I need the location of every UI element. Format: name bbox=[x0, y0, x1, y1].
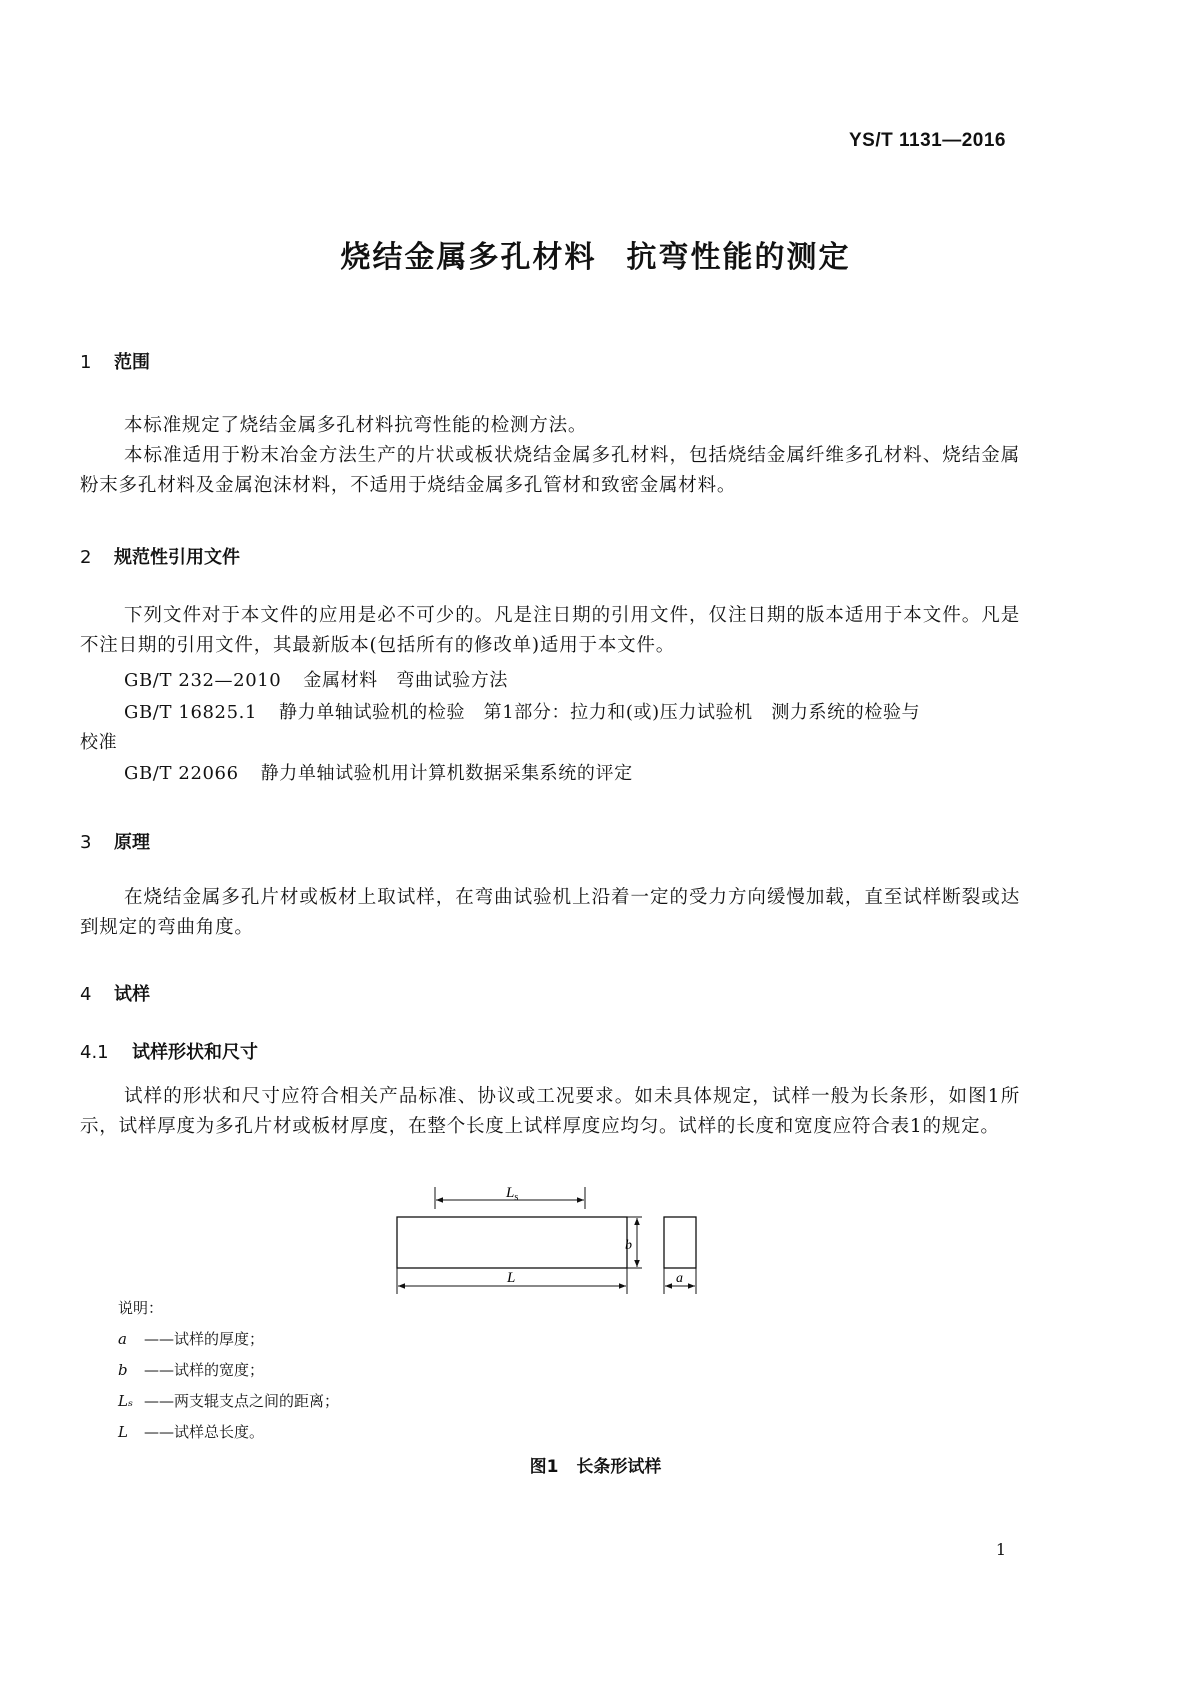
document-title bbox=[0, 232, 1191, 276]
legend-description: ——试样的宽度； bbox=[144, 1361, 265, 1379]
figure-caption bbox=[0, 1452, 1191, 1477]
legend-symbol: L bbox=[118, 1423, 128, 1441]
legend-symbol: Lₛ bbox=[118, 1392, 134, 1410]
legend-item bbox=[118, 1355, 339, 1386]
figure-caption-title: 长条形试样 bbox=[576, 1457, 662, 1477]
section-title: 原理 bbox=[114, 832, 150, 853]
subsection-number: 4.1 bbox=[80, 1042, 109, 1063]
legend-item bbox=[118, 1324, 339, 1355]
specimen-cross-section bbox=[664, 1217, 696, 1268]
standard-code: YS/T 1131—2016 bbox=[849, 130, 1006, 151]
section-title: 规范性引用文件 bbox=[114, 547, 240, 568]
section-4-heading bbox=[80, 980, 150, 1006]
section-number: 4 bbox=[80, 984, 92, 1005]
legend-title: 说明： bbox=[118, 1299, 164, 1317]
title-part-2: 抗弯性能的测定 bbox=[626, 240, 851, 275]
page-number: 1 bbox=[995, 1540, 1006, 1559]
legend-symbol: a bbox=[118, 1330, 127, 1348]
section-3-paragraph-1: 在烧结金属多孔片材或板材上取试样，在弯曲试验机上沿着一定的受力方向缓慢加载，直至试样断裂或达到规定的弯曲角度。 bbox=[80, 887, 1020, 938]
legend-symbol: b bbox=[118, 1361, 128, 1379]
reference-code: GB/T 16825.1 bbox=[124, 702, 258, 723]
reference-title: 静力单轴试验机用计算机数据采集系统的评定 bbox=[260, 763, 633, 784]
section-title: 范围 bbox=[114, 352, 150, 373]
figure-1 bbox=[390, 1187, 710, 1301]
section-number: 3 bbox=[80, 832, 92, 853]
specimen-long-view bbox=[397, 1217, 627, 1268]
reference-item bbox=[124, 666, 508, 692]
reference-title: 静力单轴试验机的检验 第1部分：拉力和(或)压力试验机 测力系统的检验与 bbox=[279, 702, 921, 723]
section-1-heading bbox=[80, 348, 150, 374]
subsection-4-1-heading bbox=[80, 1038, 258, 1064]
section-3-heading bbox=[80, 828, 150, 854]
reference-title: 金属材料 弯曲试验方法 bbox=[303, 670, 508, 691]
ls-label: $L_s$ bbox=[506, 1187, 519, 1203]
reference-item bbox=[124, 759, 633, 785]
reference-code: GB/T 22066 bbox=[124, 763, 239, 784]
section-number: 1 bbox=[80, 352, 92, 373]
legend-description: ——两支辊支点之间的距离； bbox=[144, 1392, 340, 1410]
figure-caption-number: 图1 bbox=[529, 1457, 559, 1477]
section-1-paragraph-2: 本标准适用于粉末冶金方法生产的片状或板状烧结金属多孔材料，包括烧结金属纤维多孔材料、烧结金属粉末多孔材料及金属泡沫材料，不适用于烧结金属多孔管材和致密金属材料。 bbox=[80, 445, 1020, 496]
legend-description: ——试样的厚度； bbox=[144, 1330, 265, 1348]
l-label: L bbox=[507, 1270, 516, 1286]
section-2-paragraph-1: 下列文件对于本文件的应用是必不可少的。凡是注日期的引用文件，仅注日期的版本适用于本文件。凡是不注日期的引用文件，其最新版本(包括所有的修改单)适用于本文件。 bbox=[80, 605, 1020, 656]
subsection-title: 试样形状和尺寸 bbox=[132, 1042, 258, 1063]
title-part-1: 烧结金属多孔材料 bbox=[340, 240, 597, 275]
subsection-4-1-paragraph-1: 试样的形状和尺寸应符合相关产品标准、协议或工况要求。如未具体规定，试样一般为长条形，如图1所示，试样厚度为多孔片材或板材厚度，在整个长度上试样厚度应均匀。试样的长度和宽度应符合表1的规定。 bbox=[80, 1086, 1020, 1137]
reference-title-continuation: 校准 bbox=[80, 732, 118, 753]
legend-item bbox=[118, 1417, 339, 1448]
section-1-paragraph-1: 本标准规定了烧结金属多孔材料抗弯性能的检测方法。 bbox=[124, 415, 588, 436]
a-label: a bbox=[676, 1271, 683, 1286]
reference-code: GB/T 232—2010 bbox=[124, 670, 282, 691]
legend-description: ——试样总长度。 bbox=[144, 1423, 265, 1441]
b-label: b bbox=[625, 1238, 632, 1253]
figure-legend bbox=[118, 1293, 339, 1448]
section-title: 试样 bbox=[114, 984, 150, 1005]
section-number: 2 bbox=[80, 547, 92, 568]
section-2-heading bbox=[80, 543, 240, 569]
legend-item bbox=[118, 1386, 339, 1417]
specimen-diagram bbox=[390, 1187, 710, 1297]
reference-item bbox=[124, 698, 920, 724]
